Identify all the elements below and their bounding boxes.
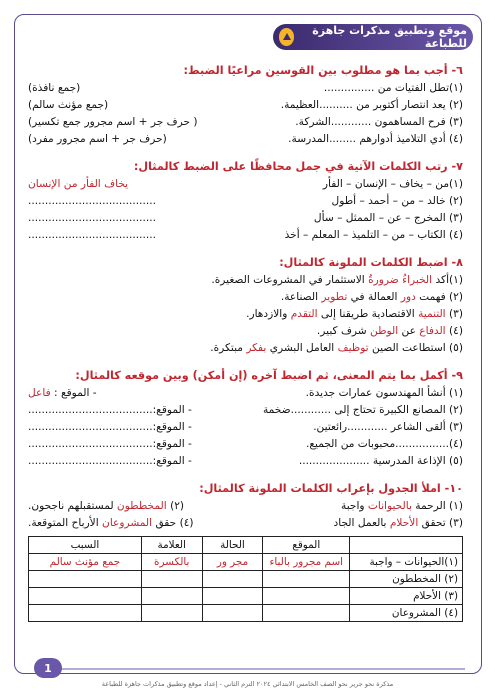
item-text: (٤) حقق	[152, 517, 194, 529]
list-item	[28, 402, 463, 419]
table-cell	[263, 605, 350, 622]
list-item	[28, 227, 463, 244]
table-cell: (١)الحيوانات – واجبة	[350, 554, 463, 571]
item-text: (١) أنشأ المهندسون عمارات جديدة.	[305, 387, 463, 399]
item-text: (٢)	[166, 500, 185, 512]
question-7-items	[28, 176, 463, 244]
question-number: ٩-	[451, 369, 463, 382]
list-item	[28, 131, 463, 148]
logo-icon	[279, 28, 294, 46]
column-header	[350, 537, 463, 554]
position-label: - الموقع:	[152, 421, 192, 433]
table-cell	[141, 588, 202, 605]
answer-blank: ......................................	[28, 229, 156, 241]
colored-word: المخططون	[116, 500, 167, 512]
item-text: بالعمل الجاد	[333, 517, 390, 529]
item-text: (٢) يعد انتصار أكتوبر من ..........العظيمة.	[280, 99, 463, 111]
item-text: (١)من – يخاف – الإنسان – الفأر	[322, 178, 463, 190]
question-9-items	[28, 385, 463, 470]
list-item	[28, 385, 463, 402]
position-answer	[28, 436, 192, 453]
position-value: .....................................	[28, 421, 153, 433]
item-text: (١)تطل الفتيات من ...............	[323, 82, 463, 94]
item-text: (٥) الإذاعة المدرسية .....................	[298, 455, 463, 467]
item-text: (٣)	[445, 308, 463, 320]
colored-word: توظيف	[337, 342, 369, 354]
table-cell: جمع مؤنث سالم	[29, 554, 142, 571]
list-item	[28, 515, 463, 532]
question-text: املأ الجدول بإعراب الكلمات الملونة كالمثال:	[199, 482, 441, 495]
item-text: (٤) الكتاب – من – التلميذ – المعلم – أخذ	[284, 229, 463, 241]
question-number: ٦-	[451, 64, 463, 77]
colored-word: بالحيوانات	[367, 500, 412, 512]
colored-word: بفكر	[246, 342, 267, 354]
colored-word: الخبراءُ	[402, 274, 433, 286]
table-row	[29, 605, 463, 622]
question-7-title	[28, 160, 463, 173]
table-cell	[141, 571, 202, 588]
answer-blank: ......................................	[28, 195, 156, 207]
question-6-items	[28, 80, 463, 148]
table-cell: بالكسرة	[141, 554, 202, 571]
position-answer	[28, 385, 97, 402]
table-cell	[202, 605, 263, 622]
position-value: .....................................	[28, 455, 153, 467]
position-answer	[28, 419, 192, 436]
list-item	[28, 453, 463, 470]
question-10-title	[28, 482, 463, 495]
list-item	[28, 97, 463, 114]
item-text: الصناعة.	[280, 291, 322, 303]
position-label: - الموقع:	[152, 438, 192, 450]
table-cell: (٣) الأحلام	[350, 588, 463, 605]
question-6-title	[28, 64, 463, 77]
sentence	[341, 498, 463, 515]
item-text: (٣) تحقق	[418, 517, 463, 529]
question-9-title	[28, 369, 463, 382]
list-item	[28, 80, 463, 97]
colored-word: دور	[400, 291, 416, 303]
item-text: لمستقبلهم ناجحون.	[28, 500, 117, 512]
item-text: (١)أكد	[432, 274, 463, 286]
item-text: العامل البشري	[266, 342, 338, 354]
item-hint: (حرف جر + اسم مجرور مفرد)	[28, 133, 167, 145]
sentence	[28, 498, 184, 515]
item-hint: (جمع مؤنث سالم)	[28, 99, 109, 111]
parsing-table	[28, 536, 463, 622]
colored-word: الأحلام	[389, 517, 419, 529]
item-hint: ( حرف جر + اسم مجرور جمع تكسير)	[28, 116, 198, 128]
column-header: العلامة	[141, 537, 202, 554]
list-item	[28, 340, 463, 357]
list-item	[28, 176, 463, 193]
list-item	[28, 210, 463, 227]
answer-blank: ......................................	[28, 212, 156, 224]
item-text: والازدهار.	[246, 308, 291, 320]
table-cell	[29, 571, 142, 588]
question-8-title	[28, 256, 463, 269]
question-text: أجب بما هو مطلوب بين القوسين مراعيًا الضبط:	[183, 64, 448, 77]
list-item	[28, 323, 463, 340]
item-text: واجبة	[341, 500, 368, 512]
table-cell	[29, 588, 142, 605]
question-text: اضبط الكلمات الملونة كالمثال:	[279, 256, 448, 269]
worksheet-content	[28, 58, 463, 622]
item-text: العمالة في	[347, 291, 401, 303]
column-header: الموقع	[263, 537, 350, 554]
item-text: الاستثمار في المشروعات الصغيرة.	[211, 274, 369, 286]
table-cell: (٤) المشروعان	[350, 605, 463, 622]
colored-word: الوطن	[370, 325, 399, 337]
position-label: - الموقع :	[54, 387, 97, 399]
position-answer	[28, 453, 192, 470]
item-text: (٢) خالد – من – أحمد – أطول	[331, 195, 463, 207]
item-text: (٣) ألقى الشاعر ............رائعتين.	[313, 421, 463, 433]
item-hint: (جمع نافذة)	[28, 82, 81, 94]
colored-word: الدفاع	[419, 325, 446, 337]
table-cell	[202, 588, 263, 605]
item-text: (٤)	[445, 325, 463, 337]
table-cell	[29, 605, 142, 622]
table-cell	[263, 588, 350, 605]
item-text: (٢) فهمت	[415, 291, 463, 303]
list-item	[28, 306, 463, 323]
colored-word: التنمية	[418, 308, 446, 320]
question-number: ٨-	[451, 256, 463, 269]
question-8-items	[28, 272, 463, 357]
footer-divider	[60, 668, 465, 670]
item-text: (٥) استطاعت الصين	[368, 342, 463, 354]
colored-word: ضرورةُ	[368, 274, 399, 286]
position-value: .....................................	[28, 438, 153, 450]
column-header: الحالة	[202, 537, 263, 554]
question-number: ٧-	[451, 160, 463, 173]
column-header: السبب	[29, 537, 142, 554]
position-value: فاعل	[28, 387, 55, 399]
list-item	[28, 193, 463, 210]
footer-text: مذكرة نحو جرير نحو الصف الخامس الابتدائي ٢٠٢٤ الترم الثاني - إعداد موقع وتطبيق مذكرات جاهزة للطباعة	[101, 680, 394, 688]
position-answer	[28, 402, 192, 419]
page-number: 1	[34, 658, 62, 678]
table-cell	[263, 571, 350, 588]
position-value: .....................................	[28, 404, 153, 416]
table-cell	[141, 605, 202, 622]
item-text: (١) الرحمة	[411, 500, 463, 512]
position-label: - الموقع:	[152, 404, 192, 416]
item-text: الأرباح المتوقعة.	[28, 517, 103, 529]
question-text: أكمل بما يتم المعنى، ثم اضبط آخره (إن أمكن) وبين موقعه كالمثال:	[75, 369, 448, 382]
example-answer: يخاف الفأر من الإنسان	[28, 178, 129, 190]
colored-word: تطوير	[321, 291, 348, 303]
table-cell: (٢) المخططون	[350, 571, 463, 588]
table-cell: اسم مجرور بالباء	[263, 554, 350, 571]
list-item	[28, 272, 463, 289]
table-cell	[202, 571, 263, 588]
table-row	[29, 588, 463, 605]
list-item	[28, 419, 463, 436]
site-banner	[273, 24, 473, 50]
question-number: ١٠-	[444, 482, 463, 495]
table-row	[29, 571, 463, 588]
item-text: (٣) فرح المساهمون ............الشركة.	[295, 116, 463, 128]
question-text: رتب الكلمات الآتية في جمل محافظًا على الضبط كالمثال:	[133, 160, 448, 173]
item-text: (٤)................محبوبات من الجميع.	[306, 438, 463, 450]
question-10-sentences	[28, 498, 463, 532]
item-text: الاقتصادية طريقنا إلى	[317, 308, 419, 320]
colored-word: المشروعان	[102, 517, 153, 529]
table-header-row	[29, 537, 463, 554]
sentence	[334, 515, 463, 532]
item-text: عن	[398, 325, 420, 337]
list-item	[28, 436, 463, 453]
list-item	[28, 289, 463, 306]
table-row	[29, 554, 463, 571]
list-item	[28, 498, 463, 515]
item-text: مبتكرة.	[210, 342, 247, 354]
banner-text: موقع وتطبيق مذكرات جاهزة للطباعة	[312, 24, 467, 50]
item-text: شرف كبير.	[316, 325, 371, 337]
position-label: - الموقع:	[152, 455, 192, 467]
colored-word: التقدم	[290, 308, 318, 320]
table-cell: مجر ور	[202, 554, 263, 571]
item-text: (٤) أدي التلاميذ أدوارهم ........المدرسة.	[288, 133, 463, 145]
item-text: (٢) المصانع الكبيرة تحتاج إلى ............ضخمة	[262, 404, 463, 416]
list-item	[28, 114, 463, 131]
item-text: (٣) المخرج – عن – الممثل – سأل	[313, 212, 463, 224]
sentence	[28, 515, 194, 532]
